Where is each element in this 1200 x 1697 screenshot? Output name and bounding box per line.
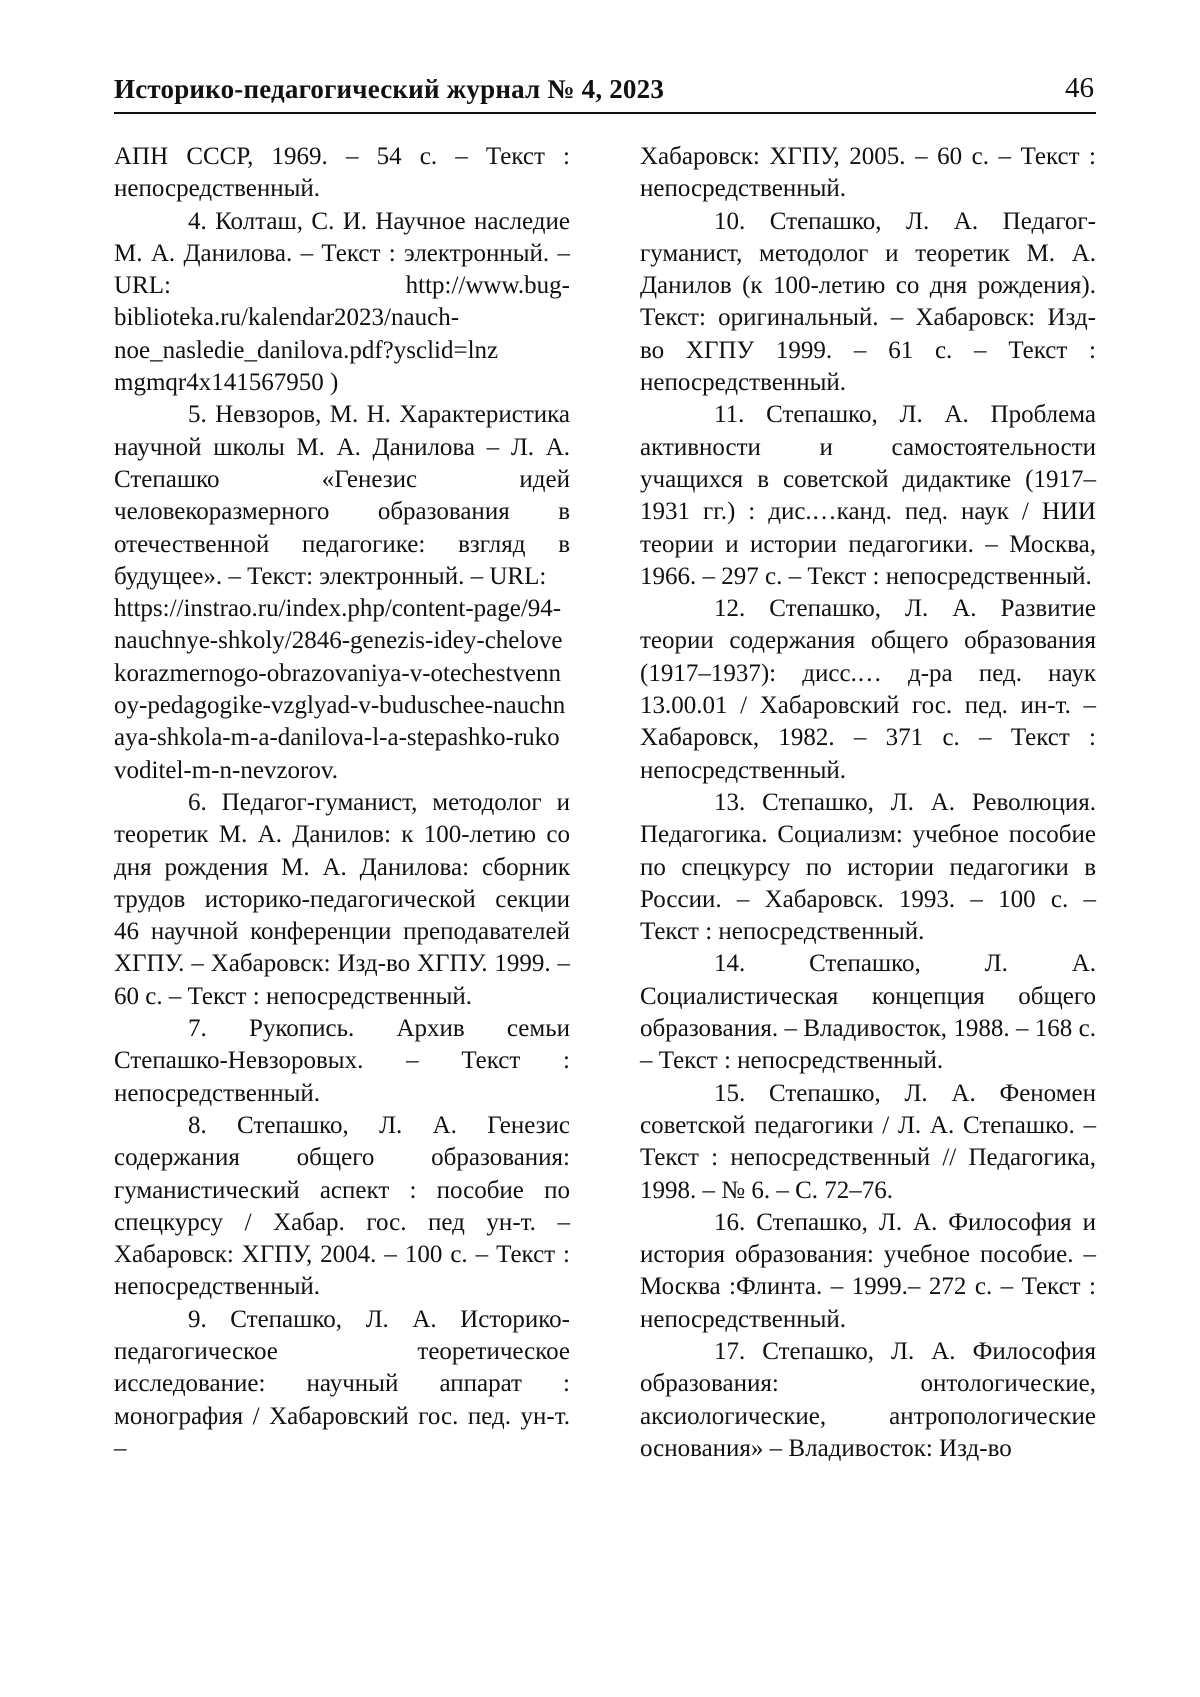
reference-continuation: АПН СССР, 1969. – 54 с. – Текст : непосредственный.: [114, 143, 570, 203]
reference-item: 10. Степашко, Л. А. Педагог-гуманист, методолог и теоретик М. А. Данилов (к 100-летию со дня рождения). Текст: оригинальный. – Хабаровск: Изд-во ХГПУ 1999. – 61 с. – Текст : непосредственный.: [640, 207, 1096, 397]
reference-item: 9. Степашко, Л. А. Историко-педагогическое теоретическое исследование: научный аппарат : монография / Хабаровский гос. пед. ун-т. –: [114, 1305, 570, 1462]
reference-item: 5. Невзоров, М. Н. Характеристика научной школы М. А. Данилова – Л. А. Степашко «Генезис идей человекоразмерного образования в отечественной педагогике: взгляд в будущее». – Текст: электронный. – URL:: [114, 401, 570, 590]
reference-item: 6. Педагог-гуманист, методолог и теоретик М. А. Данилов: к 100-летию со дня рождения М. А. Данилова: сборник трудов историко-педагогической секции 46 научной конференции преподавателей ХГПУ. – Хабаровск: Изд-во ХГПУ. 1999. – 60 с. – Текст : непосредственный.: [114, 788, 570, 1010]
reference-continuation: Хабаровск: ХГПУ, 2005. – 60 с. – Текст : непосредственный.: [640, 143, 1096, 203]
reference-item: 15. Степашко, Л. А. Феномен советской педагогики / Л. А. Степашко. – Текст : непосредственный // Педагогика, 1998. – № 6. – С. 72–76.: [640, 1079, 1096, 1204]
left-column: [114, 141, 570, 1465]
page-number: 46: [1065, 72, 1094, 104]
reference-item: 14. Степашко, Л. А. Социалистическая концепция общего образования. – Владивосток, 1988. – 168 с. – Текст : непосредственный.: [640, 950, 1096, 1075]
reference-item: 17. Степашко, Л. А. Философия образования: онтологические, аксиологические, антропологические основания» – Владивосток: Изд-во: [640, 1337, 1096, 1462]
right-column: [640, 141, 1096, 1465]
reference-url: https://instrao.ru/index.php/content-page/94-nauchnye-shkoly/2846-genezis-idey-chelovekorazmernogo-obrazovaniya-v-otechestvennoy-pedagogike-vzglyad-v-buduschee-nauchnaya-shkola-m-a-danilova-l-a-stepashko-rukovoditel-m-n-nevzorov.: [114, 595, 566, 784]
reference-item: 13. Степашко, Л. А. Революция. Педагогика. Социализм: учебное пособие по спецкурсу по истории педагогики в России. – Хабаровск. 1993. – 100 с. – Текст : непосредственный.: [640, 788, 1096, 946]
reference-item: 8. Степашко, Л. А. Генезис содержания общего образования: гуманистический аспект : пособие по спецкурсу / Хабар. гос. пед ун-т. –Хабаровск: ХГПУ, 2004. – 100 с. – Текст : непосредственный.: [114, 1111, 570, 1301]
reference-item: 16. Степашко, Л. А. Философия и история образования: учебное пособие. – Москва :Флинта. – 1999.– 272 с. – Текст : непосредственный.: [640, 1208, 1096, 1333]
running-header: [114, 72, 1096, 114]
journal-title: Историко-педагогический журнал № 4, 2023: [114, 74, 665, 104]
reference-item: 12. Степашко, Л. А. Развитие теории содержания общего образования (1917–1937): дисс.… д-ра пед. наук 13.00.01 / Хабаровский гос. пед. ин-т. – Хабаровск, 1982. – 371 с. – Текст : непосредственный.: [640, 595, 1096, 784]
reference-item: 7. Рукопись. Архив семьи Степашко-Невзоровых. – Текст : непосредственный.: [114, 1015, 570, 1107]
reference-item: 11. Степашко, Л. А. Проблема активности и самостоятельности учащихся в советской дидактике (1917–1931 гг.) : дис.…канд. пед. наук / НИИ теории и истории педагогики. – Москва, 1966. – 297 с. – Текст : непосредственный.: [640, 401, 1096, 590]
reference-item: 4. Колташ, С. И. Научное наследие М. А. Данилова. – Текст : электронный. – URL: http://www.bug-biblioteka.ru/kalendar2023/nauch-noe_nasledie_danilova.pdf?ysclid=lnz mgmqr4x141567950 ): [114, 207, 570, 397]
